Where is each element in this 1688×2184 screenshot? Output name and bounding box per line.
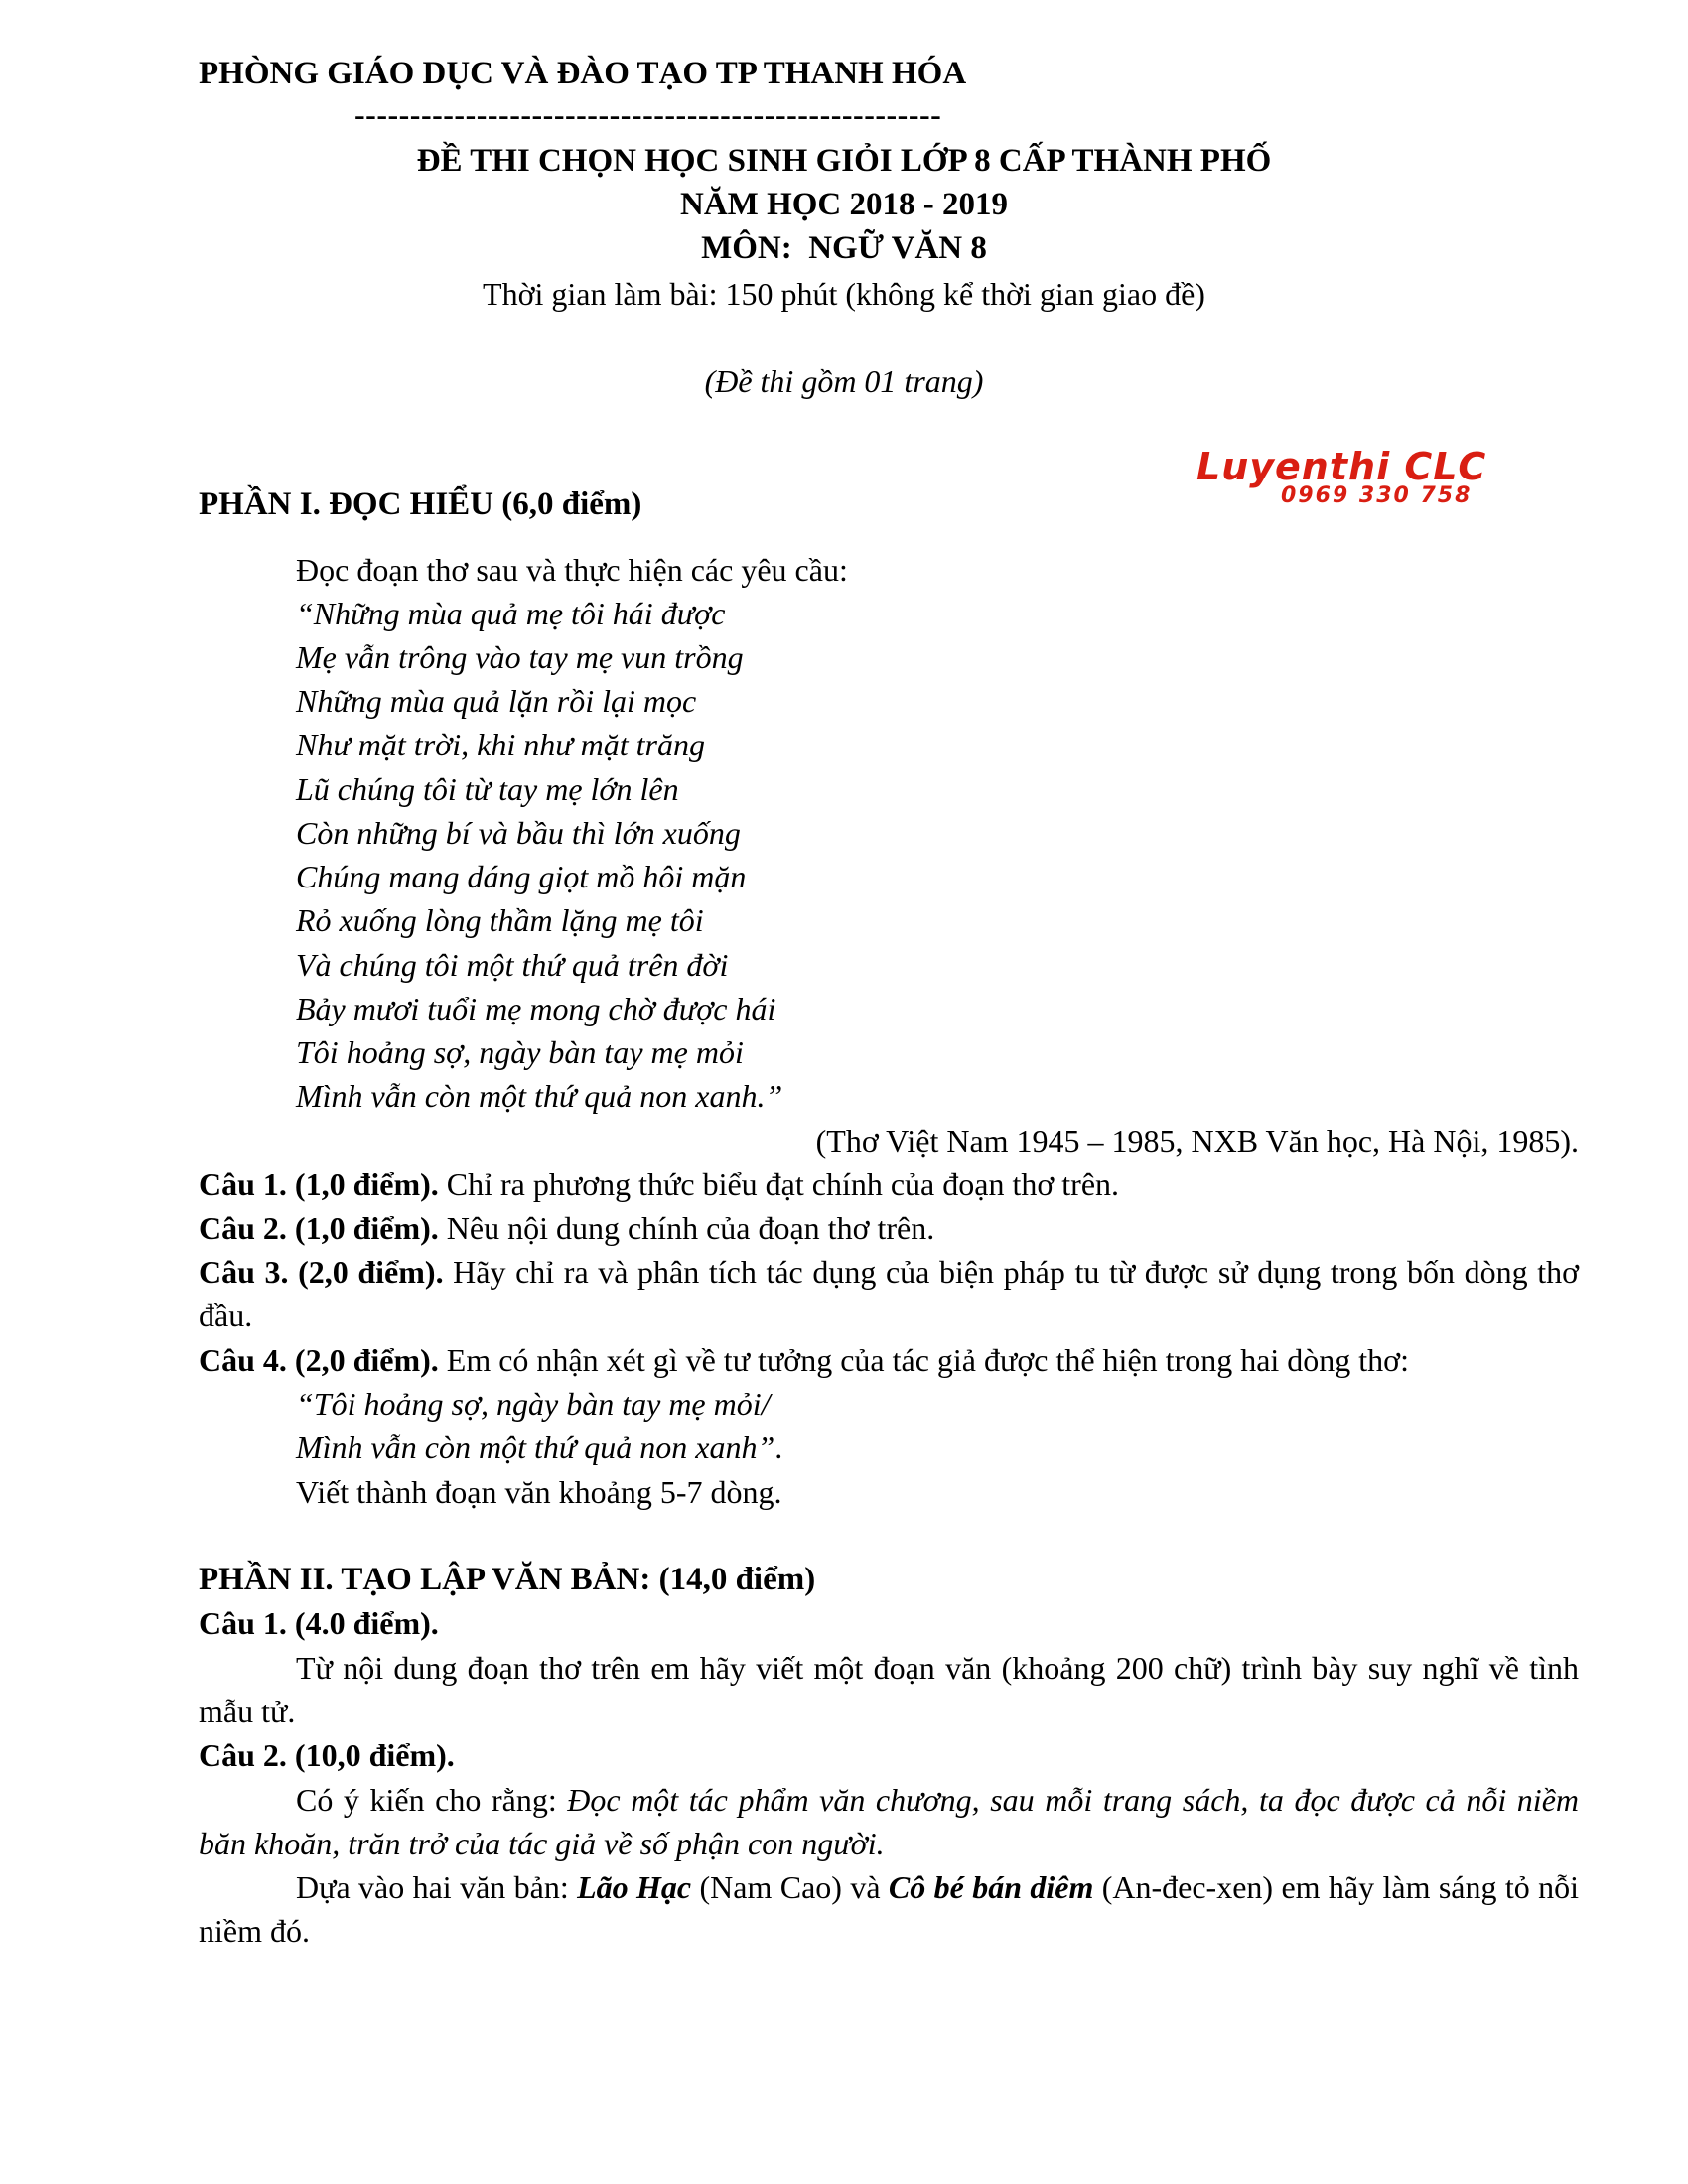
poem-line: Và chúng tôi một thứ quả trên đời: [296, 947, 729, 983]
poem-line: Chúng mang dáng giọt mồ hôi mặn: [296, 859, 747, 894]
question-label: Câu 4. (2,0 điểm).: [199, 1342, 439, 1378]
question-text: Em có nhận xét gì về tư tưởng của tác giả được thể hiện trong hai dòng thơ:: [438, 1342, 1409, 1378]
part1-question-3: [199, 1250, 1579, 1337]
part1-intro: Đọc đoạn thơ sau và thực hiện các yêu cầu:: [296, 552, 848, 588]
header-divider: -----------------------------------------------------: [354, 96, 942, 132]
poem-line: “Những mùa quả mẹ tôi hái được: [296, 596, 726, 631]
question-text: Nêu nội dung chính của đoạn thơ trên.: [438, 1210, 935, 1246]
poem-line: Còn những bí và bầu thì lớn xuống: [296, 815, 741, 851]
poem-line: Bảy mươi tuổi mẹ mong chờ được hái: [296, 991, 776, 1026]
task-author-2: (An-đec-xen) em hãy làm sáng tỏ nỗi niềm đó.: [199, 1869, 1580, 1949]
quote-text: Mình vẫn còn một thứ quả non xanh”: [296, 1430, 775, 1465]
page-count: (Đề thi gồm 01 trang): [704, 363, 984, 399]
part2-question-1-label: Câu 1. (4.0 điểm).: [199, 1605, 439, 1641]
poem-line: Lũ chúng tôi từ tay mẹ lớn lên: [296, 771, 679, 807]
question-label: Câu 2. (1,0 điểm).: [199, 1210, 439, 1246]
question-label: Câu 1. (1,0 điểm).: [199, 1166, 439, 1202]
poem-source: (Thơ Việt Nam 1945 – 1985, NXB Văn học, Hà Nội, 1985).: [815, 1123, 1579, 1159]
question-4-quote-line: “Tôi hoảng sợ, ngày bàn tay mẹ mỏi/: [296, 1386, 771, 1422]
question-label: Câu 3. (2,0 điểm).: [199, 1254, 444, 1290]
part2-question-2-text: [199, 1778, 1579, 1865]
part2-heading: PHẦN II. TẠO LẬP VĂN BẢN: (14,0 điểm): [199, 1562, 816, 1597]
exam-title: ĐỀ THI CHỌN HỌC SINH GIỎI LỚP 8 CẤP THÀNH PHỐ: [416, 143, 1272, 179]
work-title-co-be-ban-diem: Cô bé bán diêm: [888, 1869, 1094, 1905]
part2-question-1-text: Từ nội dung đoạn thơ trên em hãy viết một đoạn văn (khoảng 200 chữ) trình bày suy nghĩ về tình mẫu tử.: [199, 1650, 1579, 1729]
poem-line: Những mùa quả lặn rồi lại mọc: [296, 683, 697, 719]
poem-line: Tôi hoảng sợ, ngày bàn tay mẹ mỏi: [296, 1034, 744, 1070]
poem-line: Mình vẫn còn một thứ quả non xanh.”: [296, 1078, 783, 1114]
poem-line: Như mặt trời, khi như mặt trăng: [296, 727, 705, 762]
part1-heading: PHẦN I. ĐỌC HIỂU (6,0 điểm): [199, 486, 642, 522]
task-intro: Dựa vào hai văn bản:: [296, 1869, 578, 1905]
poem-line: Rỏ xuống lòng thầm lặng mẹ tôi: [296, 902, 704, 938]
question-4-instruction: Viết thành đoạn văn khoảng 5-7 dòng.: [296, 1474, 782, 1510]
watermark-logo-brand: Luyenthi CLC: [1196, 445, 1487, 488]
part2-question-2-task: [199, 1865, 1579, 1953]
time-limit: Thời gian làm bài: 150 phút (không kể thời gian giao đề): [483, 276, 1205, 312]
task-author-1: (Nam Cao) và: [691, 1869, 889, 1905]
question-4-quote-line: [296, 1426, 782, 1469]
question-text: Hãy chỉ ra và phân tích tác dụng của biện pháp tu từ được sử dụng trong bốn dòng thơ đầu.: [199, 1254, 1580, 1333]
work-title-lao-hac: Lão Hạc: [577, 1869, 692, 1905]
poem-line: Mẹ vẫn trông vào tay mẹ vun trồng: [296, 639, 744, 675]
watermark-logo-phone: 0969 330 758: [1281, 483, 1473, 508]
part1-question-2: [199, 1206, 934, 1250]
part2-question-2-label: Câu 2. (10,0 điểm).: [199, 1737, 455, 1773]
opinion-intro: Có ý kiến cho rằng:: [296, 1782, 568, 1818]
education-office: PHÒNG GIÁO DỤC VÀ ĐÀO TẠO TP THANH HÓA: [199, 56, 967, 91]
question-text: Chỉ ra phương thức biểu đạt chính của đoạn thơ trên.: [438, 1166, 1120, 1202]
part1-question-1: [199, 1162, 1119, 1206]
school-year: NĂM HỌC 2018 - 2019: [680, 187, 1008, 222]
subject-line: MÔN: NGỮ VĂN 8: [701, 230, 987, 266]
quote-end: .: [774, 1430, 783, 1465]
part1-question-4: [199, 1338, 1409, 1382]
opinion-quote: Đọc một tác phẩm văn chương, sau mỗi trang sách, ta đọc được cả nỗi niềm băn khoăn, trăn trở của tác giả về số phận con người.: [199, 1782, 1580, 1861]
